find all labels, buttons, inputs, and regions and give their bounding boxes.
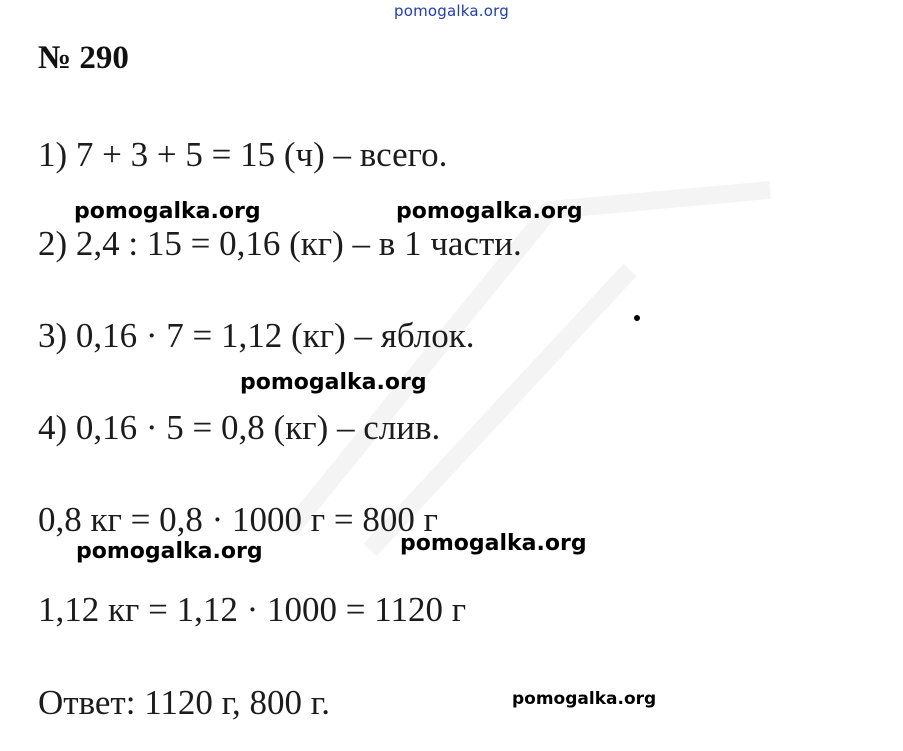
solution-step-2: 2) 2,4 : 15 = 0,16 (кг) – в 1 части.: [38, 224, 522, 263]
watermark-left-1: pomogalka.org: [74, 199, 261, 224]
watermark-left-2: pomogalka.org: [76, 539, 263, 564]
watermark-bottom: pomogalka.org: [512, 689, 657, 709]
solution-step-3: 3) 0,16 · 7 = 1,12 (кг) – яблок.: [38, 316, 475, 355]
answer-line: Ответ: 1120 г, 800 г.: [38, 683, 330, 722]
conversion-apples: 1,12 кг = 1,12 · 1000 = 1120 г: [38, 590, 467, 629]
watermark-right-1: pomogalka.org: [396, 199, 583, 224]
watermark-right-2: pomogalka.org: [400, 531, 587, 556]
watermark-center: pomogalka.org: [240, 370, 427, 395]
problem-number: № 290: [38, 40, 129, 76]
conversion-plums: 0,8 кг = 0,8 · 1000 г = 800 г: [38, 500, 438, 539]
solution-step-4: 4) 0,16 · 5 = 0,8 (кг) – слив.: [38, 408, 441, 447]
solution-step-1: 1) 7 + 3 + 5 = 15 (ч) – всего.: [38, 135, 448, 174]
stray-dot: [634, 315, 640, 321]
top-site-watermark: pomogalka.org: [394, 2, 509, 20]
